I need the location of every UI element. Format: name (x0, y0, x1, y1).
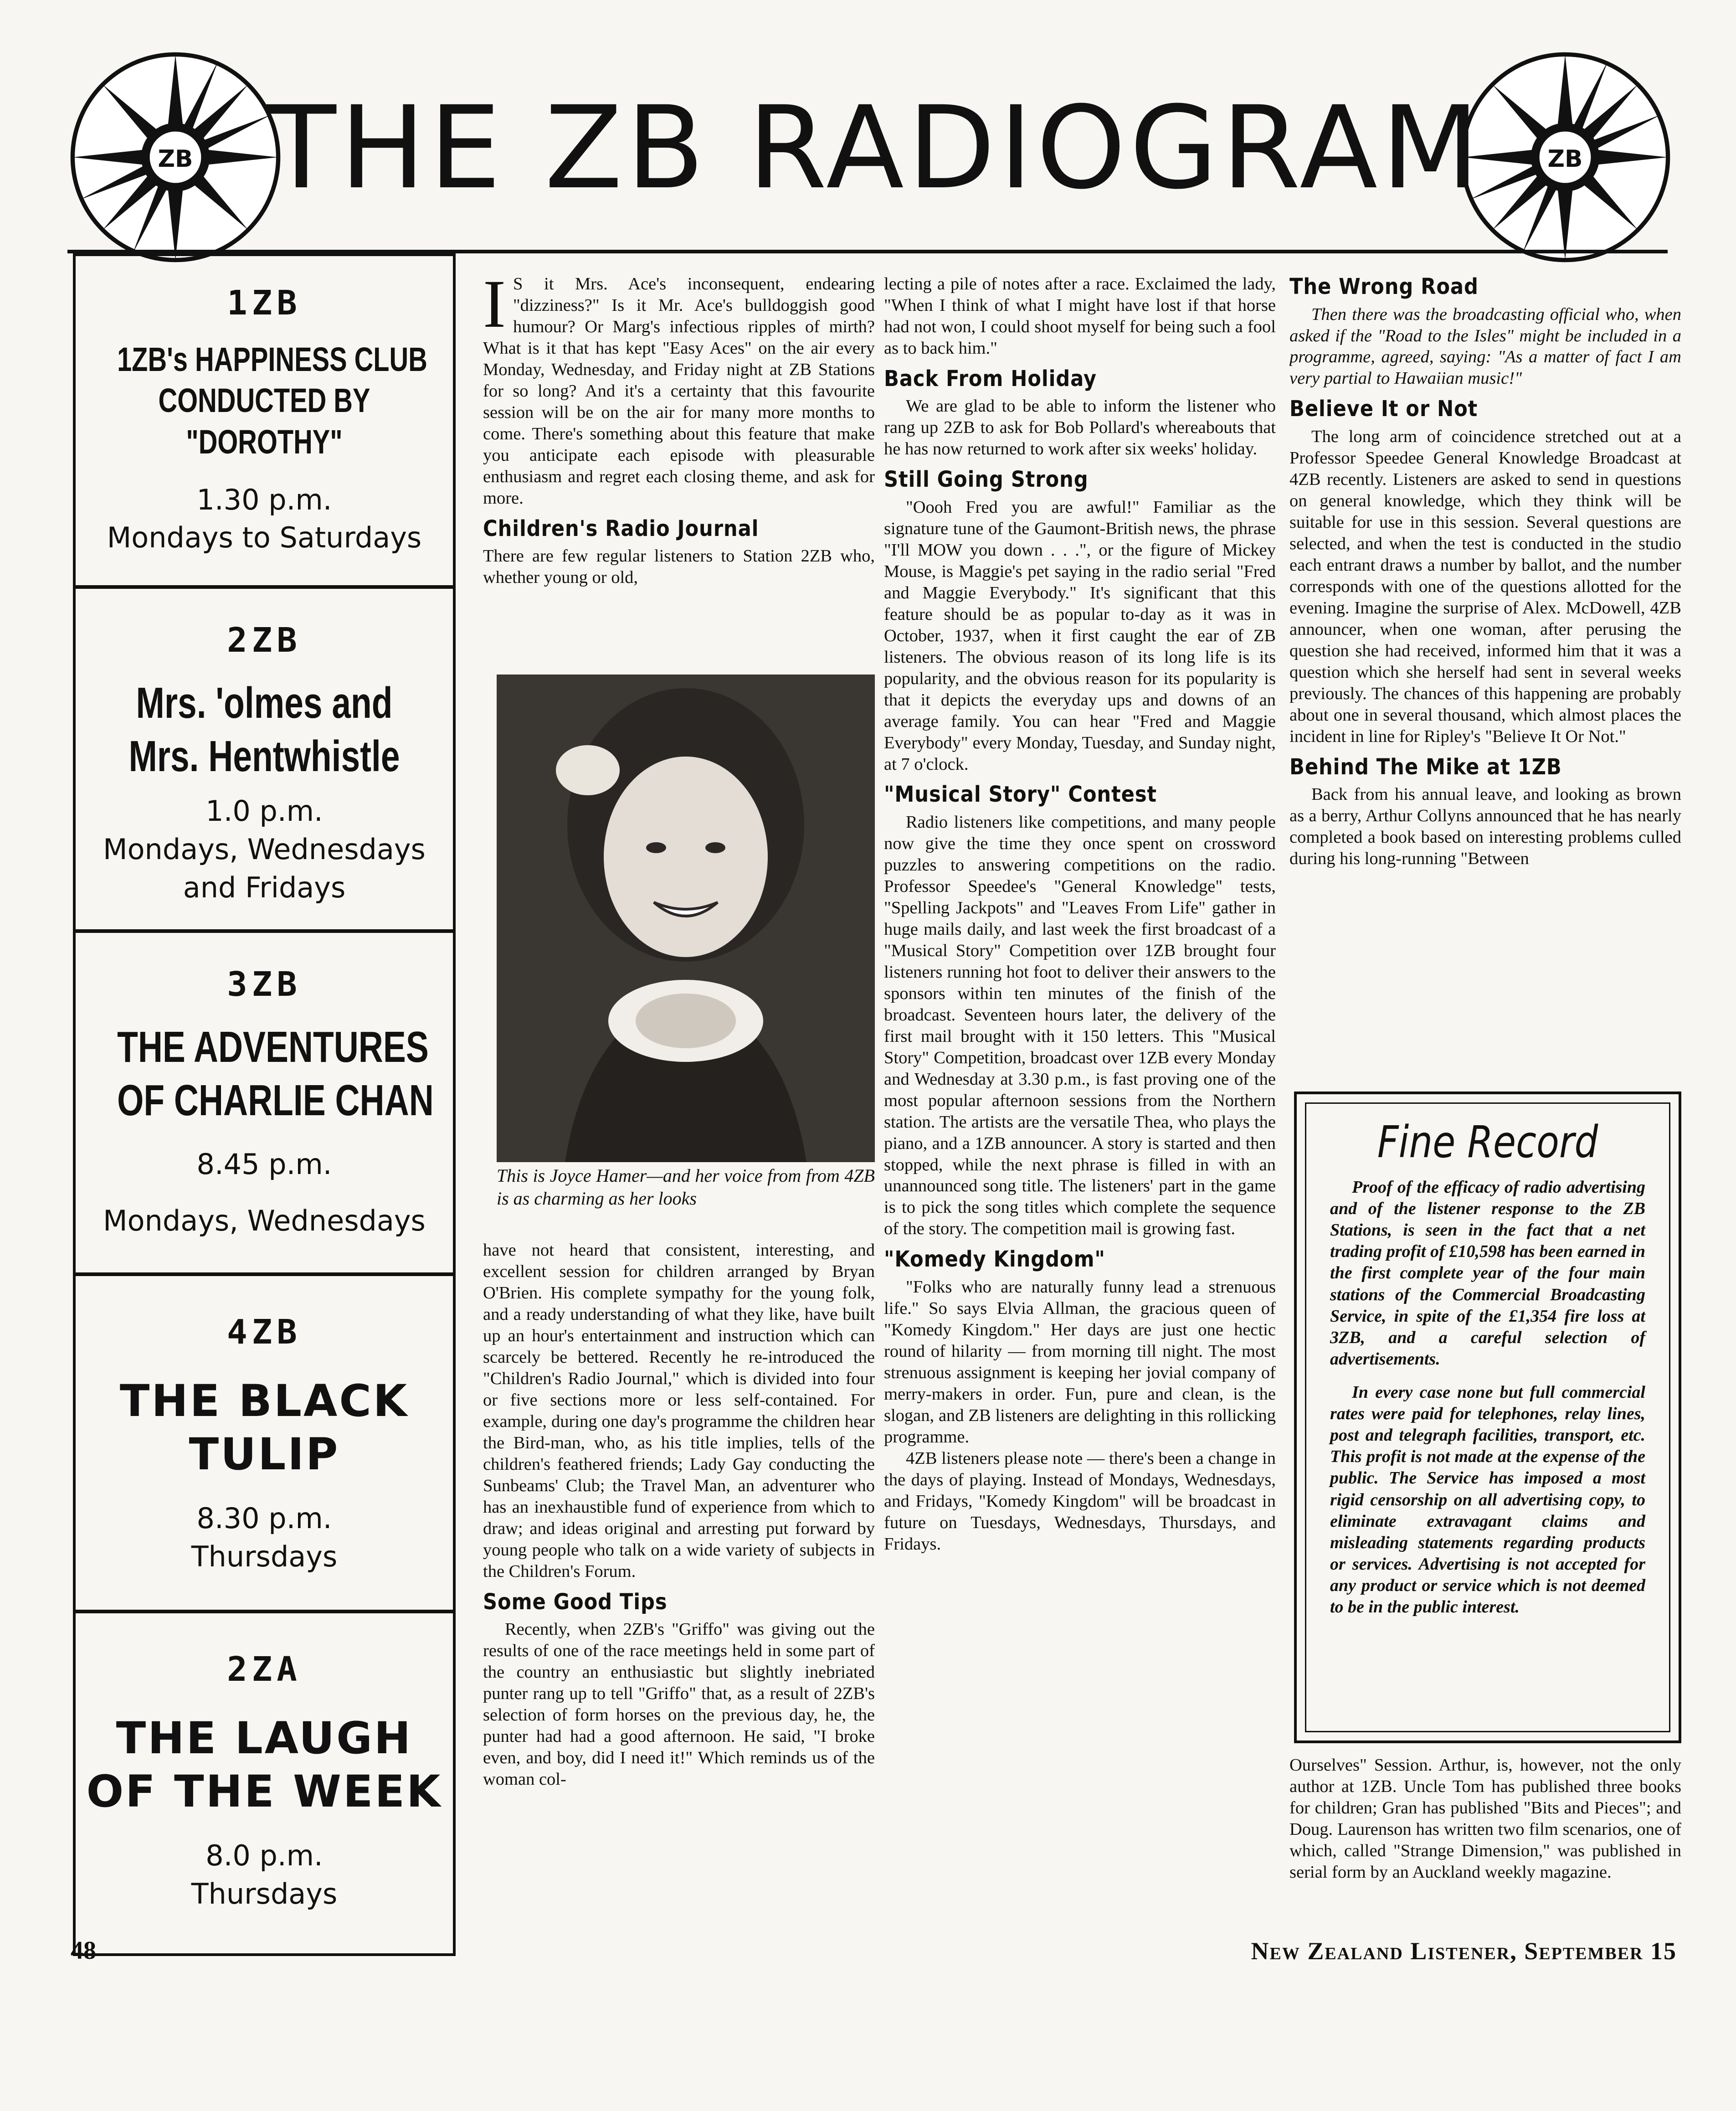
fine-record-inner (1305, 1102, 1670, 1732)
station-time: 1.30 p.m. (196, 483, 332, 516)
fine-record-box (1294, 1092, 1681, 1743)
station-days: Mondays to Saturdays (107, 521, 422, 555)
station-code: 2ZA (227, 1650, 302, 1689)
heading-musical-story-contest: "Musical Story" Contest (884, 782, 1157, 808)
paragraph: 4ZB listeners please note — there's been a change in the days of playing. Instead of Mondays, Wednesdays, and Fridays, "Komedy Kingdom" will be broadcast in future on Tuesdays, Wednesdays, Thursdays, and Fridays. (884, 1448, 1276, 1554)
station-2zb (76, 585, 453, 932)
drop-cap: I (483, 273, 506, 342)
paragraph: "Oooh Fred you are awful!" Familiar as the signature tune of the Gaumont-British news, the phrase "I'll MOW you down . . .", or the figure of Mickey Mouse, is Maggie's pet saying in the radio serial "Fred and Maggie Everybody." It's significant that this feature should be as popular to-day as it was in October, 1937, when it first caught the ear of ZB listeners. The obvious reason of its long life is its popularity, and the obvious reason for its popularity is that it depicts the everyday ups and downs of an average family. You can hear "Fred and Maggie Everybody" every Monday, Tuesday, and Sunday night, at 7 o'clock. (884, 497, 1276, 774)
station-code: 1ZB (227, 283, 302, 323)
photo-joyce-hamer (497, 674, 875, 1162)
heading-childrens-radio-journal: Children's Radio Journal (483, 515, 759, 541)
station-program: TULIP (189, 1429, 340, 1480)
station-time: 8.0 p.m. (205, 1839, 323, 1873)
station-program: Mrs. 'olmes and (136, 679, 393, 727)
station-code: 4ZB (227, 1313, 302, 1352)
station-days: Mondays, Wednesdays (103, 832, 426, 866)
paragraph: Recently, when 2ZB's "Griffo" was giving out the results of one of the race meetings held in some part of the country an enthusiastic but slightly inebriated punter rang up to tell "Griffo" that, as a result of 2ZB's selection of form horses on the previous day, he, the punter had had a good afternoon. He said, "I broke even, and boy, did I need it!" Which reminds us of the woman col- (483, 1620, 875, 1789)
heading-still-going-strong: Still Going Strong (884, 467, 1089, 493)
station-4zb (76, 1272, 453, 1610)
publication-line: New Zealand Listener, September 15 (1251, 1937, 1677, 1965)
paragraph: Radio listeners like competitions, and many people now give the time they once spent on crossword puzzles to answering competitions on the radio. Professor Speedee's "General Knowledge" tests, "Spelling Jackpots" and "Leaves From Life" gather in huge mails daily, and last week the first broadcast of a "Musical Story" Competition over 1ZB brought four listeners running hot foot to deliver their answers to the sponsors within ten minutes of the finish of the broadcast. Seventeen hours later, the delivery of the first mail brought with it 150 letters. This "Musical Story" Competition, broadcast over 1ZB every Monday and Wednesday at 3.30 p.m., is fast proving one of the most popular afternoon sessions from the Northern station. The artists are the versatile Thea, who plays the piano, and a 1ZB announcer. A story is started and then stopped, while the next phrase is filled in with an unannounced song title. The listeners' part in the game is to pick the song titles which complete the sequence of the story. The competition mail is growing fast. (884, 813, 1276, 1239)
paragraph: We are glad to be able to inform the listener who rang up 2ZB to ask for Bob Pollard's whereabouts that he has now returned to work after six weeks' holiday. (884, 396, 1276, 459)
station-program: THE BLACK (119, 1375, 409, 1426)
station-program: "DOROTHY" (186, 422, 343, 461)
article-column-3-bottom (1289, 1755, 1681, 1937)
fine-record-paragraph: In every case none but full commercial rates were paid for telephones, relay lines, post and telegraph facilities, transport, etc. This profit is not made at the expense of the public. The Service has imposed a most rigid censorship on all advertising copy, to eliminate extravagant claims and misleading statements regarding products or services. Advertising is not accepted for any product or service which is not deemed to be in the public interest. (1330, 1382, 1645, 1617)
emblem-text: ZB (158, 145, 193, 173)
station-days: Mondays, Wednesdays (103, 1204, 426, 1237)
article-column-1-top (483, 273, 875, 674)
fine-record-paragraph: Proof of the efficacy of radio advertising and of the listener response to the ZB Stations, is seen in the fact that a net trading profit of £10,598 has been earned in the first complete year of the four main stations of the Commercial Broadcasting Service, in spite of the £1,354 fire loss at 3ZB, and a careful selection of advertisements. (1330, 1178, 1645, 1369)
masthead-rule (67, 250, 1668, 253)
emblem-text: ZB (1547, 145, 1583, 173)
paragraph: Then there was the broadcasting official who, when asked if the "Road to the Isles" might be included in a programme, agreed, saying: "As a matter of fact I am very partial to Hawaiian music!" (1289, 304, 1681, 388)
heading-the-wrong-road: The Wrong Road (1289, 274, 1479, 299)
station-code: 3ZB (227, 965, 302, 1004)
heading-believe-it-or-not: Believe It or Not (1289, 396, 1478, 422)
photo-caption: This is Joyce Hamer—and her voice from from 4ZB is as charming as her looks (497, 1165, 875, 1209)
zb-emblem-left-icon (68, 50, 282, 264)
station-time: 8.45 p.m. (196, 1148, 332, 1181)
station-1zb (76, 283, 453, 607)
paragraph: "Folks who are naturally funny lead a strenuous life." So says Elvia Allman, the gracious queen of "Komedy Kingdom." Her days are just one hectic round of hilarity — from morning till night. The most strenuous assignment is keeping her jovial company of merry-makers in order. Fun, pure and clean, is the slogan, and ZB listeners are delighting in this rollicking programme. (884, 1277, 1276, 1447)
station-program: OF CHARLIE CHAN (117, 1076, 434, 1125)
station-code: 2ZB (227, 621, 302, 660)
station-time: 1.0 p.m. (205, 794, 323, 828)
station-3zb (76, 929, 453, 1276)
paragraph: There are few regular listeners to Station 2ZB who, whether young or old, (483, 546, 875, 587)
heading-some-good-tips: Some Good Tips (483, 1589, 668, 1615)
station-time: 8.30 p.m. (196, 1502, 332, 1535)
station-program: 1ZB's HAPPINESS CLUB (117, 340, 427, 378)
station-program: OF THE WEEK (86, 1766, 442, 1818)
paragraph: Ourselves" Session. Arthur, is, however, not the only author at 1ZB. Uncle Tom has published three books for children; Gran has published "Bits and Pieces"; and Doug. Laurenson has written two film scenarios, one of which, called "Strange Dimension," was published in serial form by an Auckland weekly magazine. (1289, 1756, 1681, 1882)
heading-komedy-kingdom: "Komedy Kingdom" (884, 1246, 1105, 1272)
station-days: Thursdays (191, 1539, 338, 1573)
station-days: Thursdays (191, 1877, 338, 1910)
station-days: and Fridays (183, 870, 346, 904)
station-2za (76, 1610, 453, 1956)
article-column-1-bottom (483, 1240, 875, 1937)
paragraph: Back from his annual leave, and looking as brown as a berry, Arthur Collyns announced that he has nearly completed a book based on interesting problems culled during his long-running "Between (1289, 785, 1681, 868)
paragraph: have not heard that consistent, interesting, and excellent session for children arranged by Bryan O'Brien. His complete sympathy for the young folk, and a ready understanding of what they like, have built up an hour's entertainment and instruction which can scarcely be bettered. Recently he re-introduced the "Children's Radio Journal," which is divided into four or five sections more or less self-contained. For example, during one day's programme the children hear the Bird-man, who, as his title implies, tells of the children's feathered friends; Lady Gay conducting the Sunbeams' Club; the Travel Man, an adventurer who has an inexhaustible fund of experience from which to draw; and ideas original and arresting put forward by young people who talk on a wide variety of subjects in the Children's Forum. (483, 1241, 875, 1581)
station-sidebar (73, 253, 456, 1956)
station-program: THE ADVENTURES (117, 1023, 429, 1071)
intro-paragraph: S it Mrs. Ace's inconsequent, endearing "dizziness?" Is it Mr. Ace's bulldoggish good humour? Or Marg's infectious ripples of mirth? What is it that has kept "Easy Aces" on the air every Monday, Wednesday, and Friday night at ZB Stations for so long? And it's a certainty that this favourite session will be on the air for many more months to come. There's something about this feature that make you anticipate each episode with pleasurable enthusiasm and regret each closing theme, and ask for more. (483, 274, 875, 508)
station-program: THE LAUGH (116, 1713, 413, 1764)
page-number: 48 (71, 1936, 96, 1965)
article-column-3-top (1289, 273, 1681, 1085)
heading-behind-the-mike: Behind The Mike at 1ZB (1289, 754, 1562, 780)
station-program: CONDUCTED BY (158, 381, 370, 420)
heading-back-from-holiday: Back From Holiday (884, 366, 1097, 391)
article-column-2 (884, 273, 1276, 1937)
paragraph: The long arm of coincidence stretched out at a Professor Speedee General Knowledge Broadcast at 4ZB recently. Listeners are asked to send in questions on general knowledge, which they think will be suitable for use in this session. Several questions are selected, and when the test is conducted in the studio each entrant draws a number by ballot, and the number corresponds with one of the questions allotted for the evening. Imagine the surprise of Alex. McDowell, 4ZB announcer, when one woman, after perusing the question she had received, informed him that it was a question which she herself had sent in several weeks previously. The chances of this happening are probably about one in several thousand, which almost places the incident in line for Ripley's "Believe It Or Not." (1289, 427, 1681, 746)
fine-record-title: Fine Record (1377, 1117, 1598, 1168)
paragraph: lecting a pile of notes after a race. Exclaimed the lady, "When I think of what I might have lost if that horse had not won, I could shoot myself for being such a fool as to back him." (884, 274, 1276, 358)
masthead-title: THE ZB RADIOGRAM (267, 82, 1483, 214)
station-program: Mrs. Hentwhistle (128, 732, 400, 781)
